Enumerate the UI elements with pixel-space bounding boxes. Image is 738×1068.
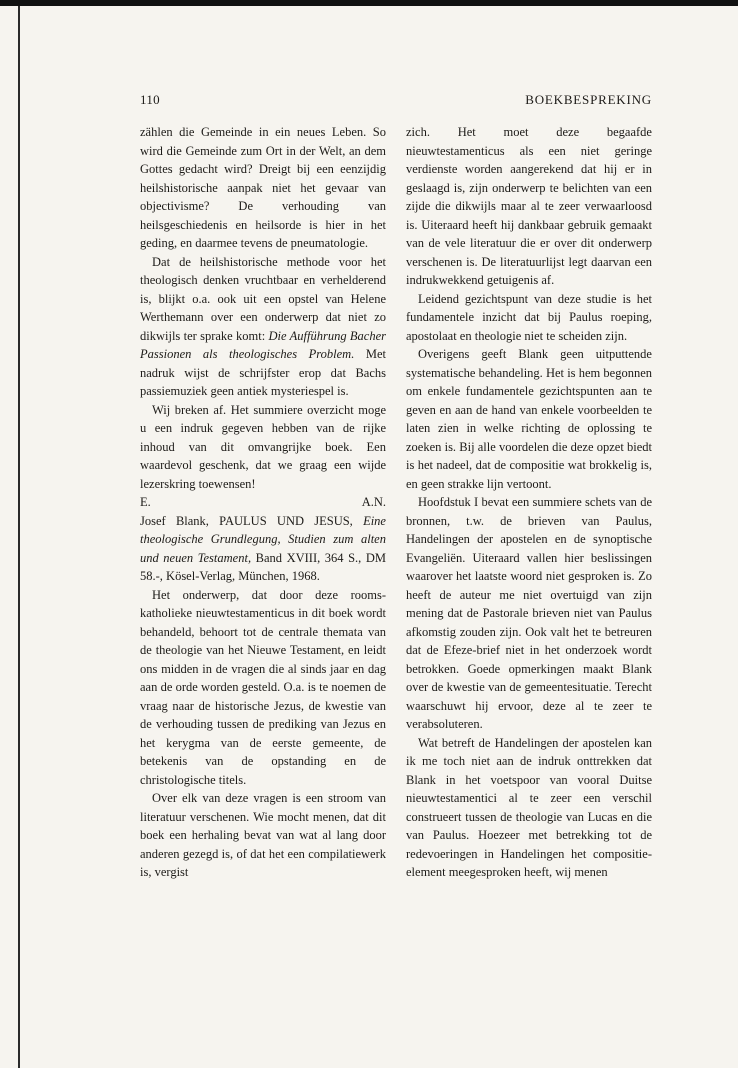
book-author-title: Josef Blank, PAULUS UND JESUS, [140, 513, 353, 528]
paragraph: Leidend gezichtspunt van deze studie is het fundamentele inzicht dat bij Paulus roeping, apostolaat en theologie niet te scheiden zijn. [406, 291, 652, 343]
book-details: Band XVIII, 364 S., DM 58.-, Kösel-Verlag, München, 1968. [140, 550, 387, 583]
signature-initial: E. [140, 495, 151, 509]
left-column [140, 123, 386, 882]
running-title: BOEKBESPREKING [525, 92, 652, 107]
scan-top-edge [0, 0, 738, 6]
page-header [140, 92, 652, 110]
paragraph: Wat betreft de Handelingen der apostelen kan ik me toch niet aan de indruk onttrekken dat Blank in het voetspoor van vooral Duitse nieuwtestamentici al te zeer een verschil construeert tussen de theologie van Lucas en die van Paulus. Hoezeer met betrekking tot de redevoeringen in Handelingen het compositie-element meegesproken heeft, wij menen [406, 735, 652, 879]
paragraph: zählen die Gemeinde in ein neues Leben. So wird die Gemeinde zum Ort in der Welt, an dem Gottes gedacht wird? Dreigt bij een eenzijdig heilshistorische aanpak niet het gevaar van objectivisme? De verhouding van heilsgeschiedenis en heilsorde is hier in het geding, en daarmee tevens de pneumatologie. [140, 125, 386, 250]
cited-title: Die Aufführung Bacher Passionen als theologisches Problem. [140, 328, 386, 361]
paragraph: Hoofdstuk I bevat een summiere schets van de bronnen, t.w. de brieven van Paulus, Handelingen der apostelen en de synoptische Evangeliën. Uiteraard vallen hier beslissingen waarover het laatste woord niet gesproken is. Zo heeft de auteur me niet overtuigd van zijn mening dat de Pastorale brieven niet van Paulus afkomstig zouden zijn. Ook valt het te betreuren dat de Efeze-brief niet in het onderzoek wordt betrokken. Goede opmerkingen maakt Blank over de kwestie van de gemeentesituatie. Terecht waarschuwt hij ervoor, deze al te zeer te verabsoluteren. [406, 495, 652, 731]
paragraph-text: Met nadruk wijst de schrijfster erop dat Bachs passiemuziek geen antiek mysteriespel is. [140, 347, 386, 398]
scan-binding-edge [18, 6, 20, 1068]
book-subtitle: Eine theologische Grundlegung, Studien zum alten und neuen Testament, [140, 513, 386, 565]
paragraph: Overigens geeft Blank geen uitputtende systematische behandeling. Het is hem begonnen om enkele fundamentele gezichtspunten aan te geven en aan de hand van enkele voorbeelden te laten zien in welke richting de oplossing te zoeken is. Bij alle voordelen die deze opzet biedt is het nadeel, dat de compositie wat brokkelig is, en geen strakke lijn vertoont. [406, 347, 652, 491]
book-citation [140, 512, 386, 586]
signature-author: A.N. [361, 495, 386, 509]
paragraph-text: Dat de heilshistorische methode voor het theologisch denken vruchtbaar en verhelderend is, blijkt o.a. ook uit een opstel van Helene Werthemann over een onderwerp dat niet zo dikwijls ter sprake komt: [140, 254, 386, 343]
review-signature [140, 493, 386, 512]
paragraph: Wij breken af. Het summiere overzicht moge u een indruk gegeven hebben van de rijke inhoud van dit omvangrijke boek. Een waardevol geschenk, dat we graag een wijde lezerskring toewensen! [140, 402, 386, 491]
paragraph: Over elk van deze vragen is een stroom van literatuur verschenen. Wie mocht menen, dat dit boek een herhaling bevat van wat al lang door anderen gezegd is, of dat het een compilatiewerk is, vergist [140, 791, 386, 879]
page-number: 110 [140, 92, 160, 107]
right-column [406, 123, 652, 882]
paragraph [140, 253, 386, 401]
paragraph: Het onderwerp, dat door deze rooms-katholieke nieuwtestamenticus in dit boek wordt behandeld, behoort tot de centrale themata van de theologie van het Nieuwe Testament, en leidt ons midden in de vragen die al sinds jaar en dag aan de orde worden gesteld. O.a. is te noemen de vraag naar de historische Jezus, de kwestie van de verhouding tussen de prediking van Jezus en het kerygma van de eerste gemeente, de betekenis van de opstanding en de christologische titels. [140, 587, 386, 787]
paragraph: zich. Het moet deze begaafde nieuwtestamenticus als een niet geringe verdienste worden aangerekend dat hij er in geslaagd is, zijn onderwerp te belichten van een zijde die dikwijls maar al te zeer verwaarloosd is. Uiteraard heeft hij dankbaar gebruik gemaakt van de vele literatuur die er over dit onderwerp verschenen is. De literatuurlijst legt daarvan een indrukwekkend getuigenis af. [406, 125, 652, 287]
